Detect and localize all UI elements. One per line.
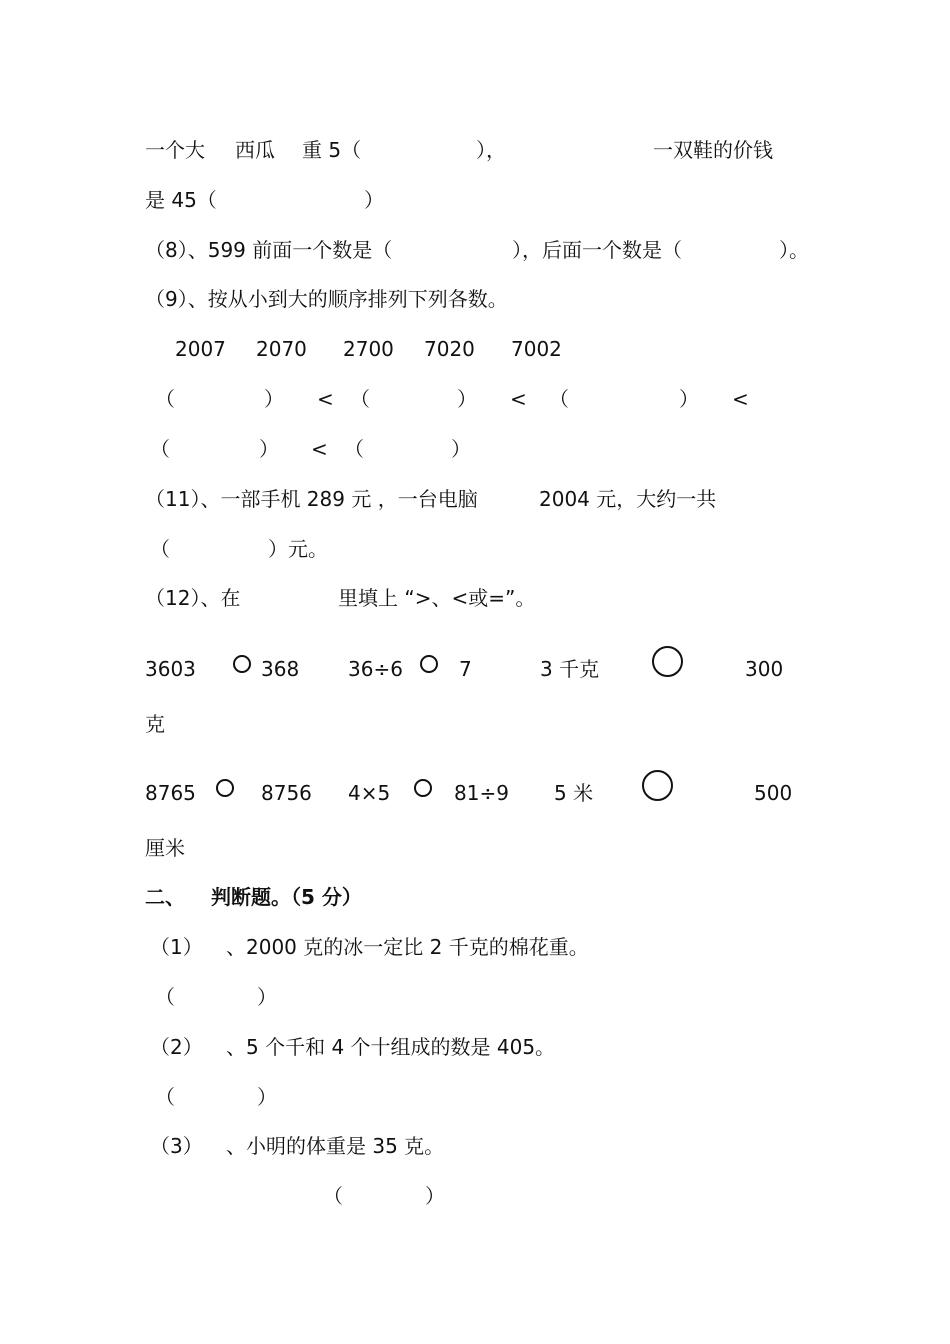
compare-circle-icon[interactable] — [233, 655, 251, 673]
q12-title-2: 里填上 “>、<或=”。 — [338, 586, 536, 610]
judge-blank-open: （ — [155, 1085, 175, 1109]
q11-text-2: 2004 元，大约一共 — [539, 487, 717, 511]
compare-circle-icon[interactable] — [420, 655, 438, 673]
q7-text-1: 一个大 — [145, 138, 205, 162]
q7-text-7: ） — [364, 188, 384, 212]
q12-row2-item: 81÷9 — [454, 781, 509, 805]
judge-blank-open: （ — [155, 985, 175, 1009]
q7-text-5: 一双鞋的价钱 — [653, 138, 773, 162]
q9-title: （9）、按从小到大的顺序排列下列各数。 — [145, 287, 508, 311]
q12-row1-item: 300 — [745, 657, 784, 681]
judge-number: （2） — [150, 1035, 203, 1059]
judge-number: （3） — [150, 1134, 203, 1158]
judge-text: 、5 个千和 4 个十组成的数是 405。 — [226, 1035, 556, 1059]
judge-blank-close: ） — [257, 1085, 277, 1109]
judge-blank-close: ） — [425, 1184, 445, 1208]
q12-row2-item: 500 — [754, 781, 793, 805]
q7-text-3: 重 5（ — [302, 138, 362, 162]
q12-title-1: （12）、在 — [145, 586, 241, 610]
q9-blank-close: ） — [451, 437, 471, 461]
q9-blank-close: ） — [259, 437, 279, 461]
q7-text-6: 是 45（ — [145, 188, 217, 212]
q9-number: 7002 — [511, 337, 562, 361]
q9-blank-open: （ — [344, 437, 364, 461]
q9-blank-close: ） — [264, 387, 284, 411]
q9-less-than: < — [510, 387, 527, 411]
q12-row1-item: 克 — [145, 712, 165, 736]
q9-number: 2700 — [343, 337, 394, 361]
compare-circle-icon[interactable] — [652, 646, 683, 677]
q11-text-1: （11）、一部手机 289 元 ，一台电脑 — [145, 487, 478, 511]
q8-text-3: ）。 — [779, 238, 809, 262]
q12-row1-item: 36÷6 — [348, 657, 403, 681]
q11-text-3: ）元。 — [268, 537, 328, 561]
q9-blank-close: ） — [457, 387, 477, 411]
q7-text-4: ）， — [476, 138, 506, 162]
q12-row2-item: 5 米 — [554, 781, 594, 805]
section-title: 判断题。（5 分） — [211, 885, 362, 909]
q9-number: 2070 — [256, 337, 307, 361]
q9-less-than: < — [311, 437, 328, 461]
q7-text-2: 西瓜 — [235, 138, 275, 162]
q12-row1-item: 3 千克 — [540, 657, 600, 681]
q9-blank-close: ） — [679, 387, 699, 411]
q12-row2-item: 8756 — [261, 781, 312, 805]
q12-row1-item: 7 — [459, 657, 472, 681]
q9-number: 7020 — [424, 337, 475, 361]
q8-text-2: ），后面一个数是（ — [512, 238, 682, 262]
judge-blank-close: ） — [257, 985, 277, 1009]
section-number: 二、 — [145, 885, 185, 909]
q9-number: 2007 — [175, 337, 226, 361]
judge-text: 、小明的体重是 35 克。 — [226, 1134, 445, 1158]
q11-blank-open: （ — [150, 537, 170, 561]
q9-less-than: < — [317, 387, 334, 411]
q12-row2-item: 8765 — [145, 781, 196, 805]
q12-row2-item: 4×5 — [348, 781, 391, 805]
q12-row1-item: 368 — [261, 657, 300, 681]
q9-blank-open: （ — [350, 387, 370, 411]
q8-text-1: （8）、599 前面一个数是（ — [145, 238, 393, 262]
q12-row1-item: 3603 — [145, 657, 196, 681]
q9-blank-open: （ — [155, 387, 175, 411]
judge-blank-open: （ — [323, 1184, 343, 1208]
compare-circle-icon[interactable] — [414, 779, 432, 797]
compare-circle-icon[interactable] — [642, 770, 673, 801]
judge-number: （1） — [150, 935, 203, 959]
judge-text: 、2000 克的冰一定比 2 千克的棉花重。 — [226, 935, 589, 959]
compare-circle-icon[interactable] — [216, 779, 234, 797]
q9-blank-open: （ — [150, 437, 170, 461]
q9-blank-open: （ — [549, 387, 569, 411]
q12-row2-item: 厘米 — [145, 836, 185, 860]
q9-less-than: < — [732, 387, 749, 411]
